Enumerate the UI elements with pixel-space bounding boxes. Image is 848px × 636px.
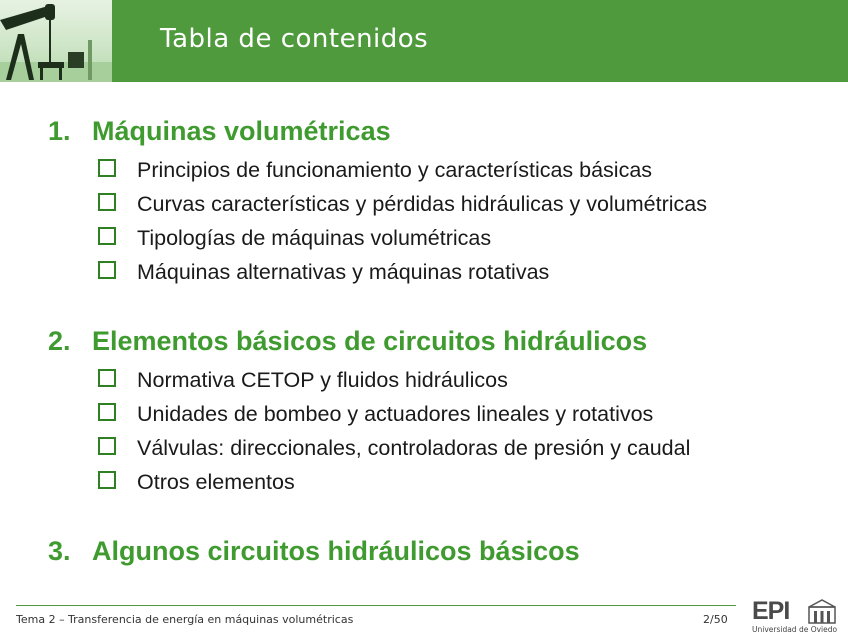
logo-text: EPI [752, 597, 790, 625]
checkbox-square-icon [98, 403, 116, 421]
list-item-text: Normativa CETOP y fluidos hidráulicos [137, 368, 508, 392]
list-item-text: Principios de funcionamiento y características básicas [137, 158, 653, 182]
checkbox-square-icon [98, 193, 116, 211]
section-number: 3. [48, 536, 71, 566]
list-item [98, 363, 690, 397]
footer-divider [16, 605, 736, 606]
section-number: 2. [48, 326, 71, 356]
page-title: Tabla de contenidos [160, 24, 429, 54]
list-item-text: Unidades de bombeo y actuadores lineales y rotativos [137, 402, 654, 426]
checkbox-square-icon [98, 227, 116, 245]
section-2-heading [48, 326, 647, 357]
checkbox-square-icon [98, 369, 116, 387]
page-number: 2/50 [703, 613, 728, 626]
list-item [98, 397, 690, 431]
logo-subtitle: Universidad de Oviedo [752, 625, 838, 634]
slide-header [0, 0, 848, 82]
list-item-text: Otros elementos [137, 470, 295, 494]
list-item [98, 465, 690, 499]
list-item [98, 187, 707, 221]
section-number: 1. [48, 116, 71, 146]
section-1-heading [48, 116, 391, 147]
checkbox-square-icon [98, 261, 116, 279]
list-item [98, 221, 707, 255]
oil-pumpjack-icon [0, 0, 112, 82]
university-crest-icon [806, 599, 838, 625]
section-title: Máquinas volumétricas [92, 116, 391, 146]
section-title: Elementos básicos de circuitos hidráulicos [92, 326, 648, 356]
list-item [98, 153, 707, 187]
list-item-text: Tipologías de máquinas volumétricas [137, 226, 492, 250]
section-3-heading [48, 536, 580, 567]
checkbox-square-icon [98, 437, 116, 455]
list-item-text: Válvulas: direccionales, controladoras de presión y caudal [137, 436, 691, 460]
university-logo [752, 597, 844, 635]
list-item-text: Curvas características y pérdidas hidráulicas y volumétricas [137, 192, 707, 216]
list-item [98, 255, 707, 289]
section-title: Algunos circuitos hidráulicos básicos [92, 536, 580, 566]
section-1-items [98, 153, 707, 289]
list-item-text: Máquinas alternativas y máquinas rotativas [137, 260, 550, 284]
footer-title: Tema 2 – Transferencia de energía en máquinas volumétricas [16, 613, 354, 626]
section-2-items [98, 363, 690, 499]
checkbox-square-icon [98, 159, 116, 177]
list-item [98, 431, 690, 465]
checkbox-square-icon [98, 471, 116, 489]
